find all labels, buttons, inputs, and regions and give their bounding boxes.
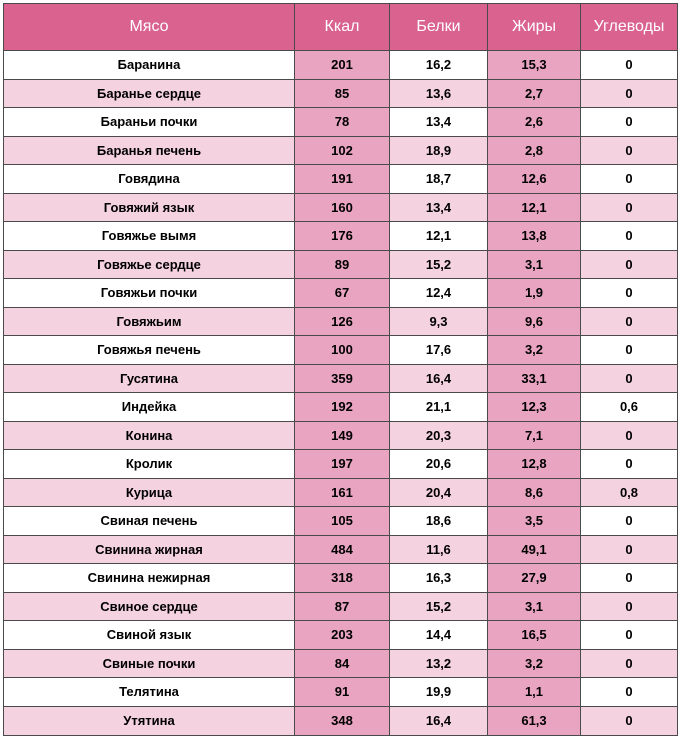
table-row	[4, 592, 678, 621]
cell-carbs: 0	[581, 222, 678, 251]
cell-fat: 12,3	[488, 393, 581, 422]
cell-carbs: 0	[581, 535, 678, 564]
cell-protein: 15,2	[390, 592, 488, 621]
table-row	[4, 706, 678, 735]
nutrition-table	[3, 3, 678, 736]
cell-kcal: 91	[295, 678, 390, 707]
cell-fat: 49,1	[488, 535, 581, 564]
cell-fat: 1,9	[488, 279, 581, 308]
header-meat: Мясо	[4, 4, 295, 51]
cell-protein: 15,2	[390, 250, 488, 279]
cell-protein: 18,9	[390, 136, 488, 165]
table-row	[4, 393, 678, 422]
cell-carbs: 0	[581, 706, 678, 735]
cell-meat-name: Свиное сердце	[4, 592, 295, 621]
cell-meat-name: Баранина	[4, 51, 295, 80]
cell-kcal: 149	[295, 421, 390, 450]
cell-kcal: 102	[295, 136, 390, 165]
table-row	[4, 478, 678, 507]
cell-protein: 20,4	[390, 478, 488, 507]
cell-meat-name: Телятина	[4, 678, 295, 707]
cell-meat-name: Баранье сердце	[4, 79, 295, 108]
cell-protein: 19,9	[390, 678, 488, 707]
header-fat: Жиры	[488, 4, 581, 51]
table-row	[4, 336, 678, 365]
cell-protein: 16,4	[390, 364, 488, 393]
cell-kcal: 87	[295, 592, 390, 621]
table-row	[4, 307, 678, 336]
cell-kcal: 359	[295, 364, 390, 393]
cell-fat: 2,6	[488, 108, 581, 137]
header-row	[4, 4, 678, 51]
cell-fat: 12,6	[488, 165, 581, 194]
cell-kcal: 201	[295, 51, 390, 80]
cell-carbs: 0	[581, 649, 678, 678]
cell-carbs: 0	[581, 79, 678, 108]
cell-protein: 18,7	[390, 165, 488, 194]
cell-protein: 21,1	[390, 393, 488, 422]
cell-fat: 16,5	[488, 621, 581, 650]
cell-fat: 3,1	[488, 592, 581, 621]
cell-carbs: 0,6	[581, 393, 678, 422]
cell-fat: 13,8	[488, 222, 581, 251]
cell-meat-name: Свиная печень	[4, 507, 295, 536]
cell-protein: 16,4	[390, 706, 488, 735]
cell-protein: 13,4	[390, 108, 488, 137]
cell-kcal: 484	[295, 535, 390, 564]
cell-fat: 15,3	[488, 51, 581, 80]
table-row	[4, 51, 678, 80]
cell-carbs: 0	[581, 193, 678, 222]
cell-meat-name: Кролик	[4, 450, 295, 479]
cell-carbs: 0	[581, 51, 678, 80]
cell-protein: 9,3	[390, 307, 488, 336]
cell-kcal: 67	[295, 279, 390, 308]
table-row	[4, 450, 678, 479]
cell-kcal: 78	[295, 108, 390, 137]
cell-meat-name: Свинина нежирная	[4, 564, 295, 593]
cell-kcal: 105	[295, 507, 390, 536]
cell-fat: 33,1	[488, 364, 581, 393]
cell-protein: 12,1	[390, 222, 488, 251]
cell-kcal: 85	[295, 79, 390, 108]
cell-meat-name: Гусятина	[4, 364, 295, 393]
cell-meat-name: Говядина	[4, 165, 295, 194]
cell-carbs: 0	[581, 108, 678, 137]
cell-protein: 11,6	[390, 535, 488, 564]
cell-meat-name: Курица	[4, 478, 295, 507]
table-body	[4, 51, 678, 736]
table-row	[4, 279, 678, 308]
cell-kcal: 203	[295, 621, 390, 650]
cell-carbs: 0	[581, 678, 678, 707]
cell-kcal: 126	[295, 307, 390, 336]
cell-meat-name: Говяжье вымя	[4, 222, 295, 251]
cell-meat-name: Свиной язык	[4, 621, 295, 650]
header-protein: Белки	[390, 4, 488, 51]
cell-carbs: 0	[581, 165, 678, 194]
table-row	[4, 535, 678, 564]
table-row	[4, 621, 678, 650]
cell-meat-name: Конина	[4, 421, 295, 450]
table-row	[4, 193, 678, 222]
cell-kcal: 318	[295, 564, 390, 593]
cell-meat-name: Свиные почки	[4, 649, 295, 678]
table-row	[4, 507, 678, 536]
cell-protein: 20,3	[390, 421, 488, 450]
cell-fat: 7,1	[488, 421, 581, 450]
cell-kcal: 197	[295, 450, 390, 479]
cell-meat-name: Говяжьим	[4, 307, 295, 336]
cell-fat: 3,1	[488, 250, 581, 279]
cell-fat: 9,6	[488, 307, 581, 336]
cell-meat-name: Говяжьи почки	[4, 279, 295, 308]
cell-fat: 2,7	[488, 79, 581, 108]
cell-fat: 3,2	[488, 336, 581, 365]
cell-protein: 13,4	[390, 193, 488, 222]
cell-protein: 16,2	[390, 51, 488, 80]
table-row	[4, 649, 678, 678]
cell-carbs: 0	[581, 592, 678, 621]
cell-meat-name: Свинина жирная	[4, 535, 295, 564]
cell-protein: 13,6	[390, 79, 488, 108]
cell-carbs: 0,8	[581, 478, 678, 507]
cell-meat-name: Бараньи почки	[4, 108, 295, 137]
cell-meat-name: Утятина	[4, 706, 295, 735]
cell-meat-name: Говяжье сердце	[4, 250, 295, 279]
cell-carbs: 0	[581, 421, 678, 450]
cell-fat: 27,9	[488, 564, 581, 593]
cell-carbs: 0	[581, 450, 678, 479]
cell-meat-name: Индейка	[4, 393, 295, 422]
cell-carbs: 0	[581, 250, 678, 279]
table-row	[4, 79, 678, 108]
cell-fat: 8,6	[488, 478, 581, 507]
cell-carbs: 0	[581, 507, 678, 536]
cell-kcal: 84	[295, 649, 390, 678]
cell-carbs: 0	[581, 564, 678, 593]
cell-kcal: 160	[295, 193, 390, 222]
table-row	[4, 222, 678, 251]
cell-fat: 3,2	[488, 649, 581, 678]
table-row	[4, 678, 678, 707]
cell-carbs: 0	[581, 307, 678, 336]
cell-kcal: 100	[295, 336, 390, 365]
cell-fat: 2,8	[488, 136, 581, 165]
table-row	[4, 421, 678, 450]
cell-carbs: 0	[581, 136, 678, 165]
cell-fat: 61,3	[488, 706, 581, 735]
cell-protein: 14,4	[390, 621, 488, 650]
cell-fat: 1,1	[488, 678, 581, 707]
table-row	[4, 564, 678, 593]
table-row	[4, 165, 678, 194]
cell-kcal: 161	[295, 478, 390, 507]
cell-meat-name: Баранья печень	[4, 136, 295, 165]
cell-kcal: 348	[295, 706, 390, 735]
cell-meat-name: Говяжья печень	[4, 336, 295, 365]
cell-meat-name: Говяжий язык	[4, 193, 295, 222]
table-row	[4, 136, 678, 165]
cell-kcal: 89	[295, 250, 390, 279]
table-row	[4, 364, 678, 393]
cell-protein: 18,6	[390, 507, 488, 536]
cell-protein: 13,2	[390, 649, 488, 678]
cell-fat: 12,1	[488, 193, 581, 222]
cell-kcal: 176	[295, 222, 390, 251]
header-carbs: Углеводы	[581, 4, 678, 51]
cell-fat: 12,8	[488, 450, 581, 479]
cell-protein: 16,3	[390, 564, 488, 593]
cell-protein: 12,4	[390, 279, 488, 308]
cell-carbs: 0	[581, 336, 678, 365]
cell-kcal: 191	[295, 165, 390, 194]
cell-kcal: 192	[295, 393, 390, 422]
table-row	[4, 108, 678, 137]
cell-protein: 17,6	[390, 336, 488, 365]
cell-protein: 20,6	[390, 450, 488, 479]
cell-fat: 3,5	[488, 507, 581, 536]
cell-carbs: 0	[581, 621, 678, 650]
cell-carbs: 0	[581, 279, 678, 308]
header-kcal: Ккал	[295, 4, 390, 51]
cell-carbs: 0	[581, 364, 678, 393]
table-row	[4, 250, 678, 279]
table-header	[4, 4, 678, 51]
